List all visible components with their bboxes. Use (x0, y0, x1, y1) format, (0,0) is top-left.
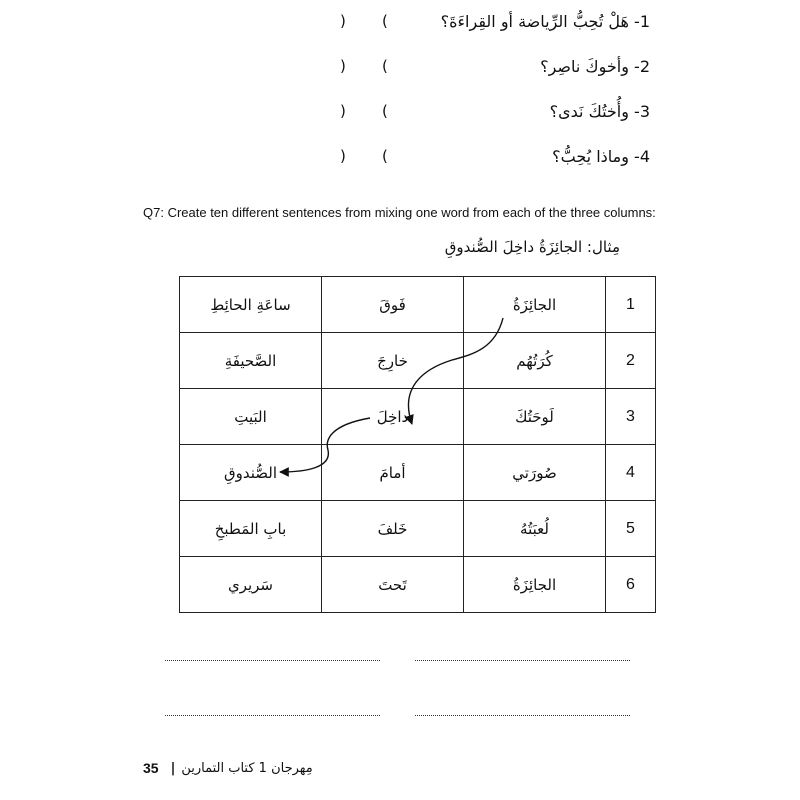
answer-line[interactable] (415, 660, 630, 661)
place-cell: بابِ المَطبخِ (180, 501, 322, 557)
page-footer (143, 760, 313, 776)
answer-paren-close: ) (340, 102, 346, 120)
question-text: 1- هَلْ تُحِبُّ الرِّياضة أو القِراءَةَ؟ (440, 12, 650, 31)
answer-paren-close: ) (340, 12, 346, 30)
place-cell: الصَّحيفَةِ (180, 333, 322, 389)
place-cell: الصُّندوقِ (180, 445, 322, 501)
subject-cell: صُورَتي (464, 445, 606, 501)
q7-instruction: Q7: Create ten different sentences from mixing one word from each of the three columns: (143, 205, 656, 220)
subject-cell: لَوحَتُكَ (464, 389, 606, 445)
answer-paren-open: ( (382, 147, 388, 165)
question-text: 4- وماذا يُحِبُّ؟ (552, 147, 650, 166)
table-row (180, 557, 656, 613)
subject-cell: لُعبَتُهُ (464, 501, 606, 557)
row-number: 2 (606, 333, 656, 389)
answer-paren-open: ( (382, 57, 388, 75)
row-number: 1 (606, 277, 656, 333)
question-text: 3- وأُختُكَ نَدى؟ (549, 102, 650, 121)
question-2 (300, 53, 650, 83)
table-row (180, 389, 656, 445)
answer-line[interactable] (415, 715, 630, 716)
subject-cell: كُرَتُهُم (464, 333, 606, 389)
question-1 (300, 8, 650, 38)
answer-line[interactable] (165, 715, 380, 716)
row-number: 6 (606, 557, 656, 613)
place-cell: ساعَةِ الحائِطِ (180, 277, 322, 333)
row-number: 4 (606, 445, 656, 501)
preposition-cell: تَحتَ (322, 557, 464, 613)
subject-cell: الجائِزَةُ (464, 557, 606, 613)
question-text: 2- وأخوكَ ناصِر؟ (540, 57, 650, 76)
row-number: 3 (606, 389, 656, 445)
footer-separator: | (170, 760, 176, 776)
answer-paren-close: ) (340, 57, 346, 75)
answer-paren-open: ( (382, 102, 388, 120)
place-cell: البَيتِ (180, 389, 322, 445)
page-number: 35 (143, 760, 159, 776)
preposition-cell: خارِجَ (322, 333, 464, 389)
table-row (180, 333, 656, 389)
preposition-cell: أمامَ (322, 445, 464, 501)
preposition-cell: فَوقَ (322, 277, 464, 333)
table-row (180, 277, 656, 333)
preposition-cell: داخِلَ (322, 389, 464, 445)
answer-line[interactable] (165, 660, 380, 661)
question-3 (300, 98, 650, 128)
table-row (180, 501, 656, 557)
example-sentence: مِثال: الجائِزَةُ داخِلَ الصُّندوقِ (444, 238, 620, 256)
answer-paren-close: ) (340, 147, 346, 165)
subject-cell: الجائِزَةُ (464, 277, 606, 333)
preposition-cell: خَلفَ (322, 501, 464, 557)
question-4 (300, 143, 650, 173)
book-title: مِهرجان 1 كتاب التمارين (181, 760, 313, 776)
answer-paren-open: ( (382, 12, 388, 30)
word-table (179, 276, 656, 613)
place-cell: سَريري (180, 557, 322, 613)
table-row (180, 445, 656, 501)
row-number: 5 (606, 501, 656, 557)
